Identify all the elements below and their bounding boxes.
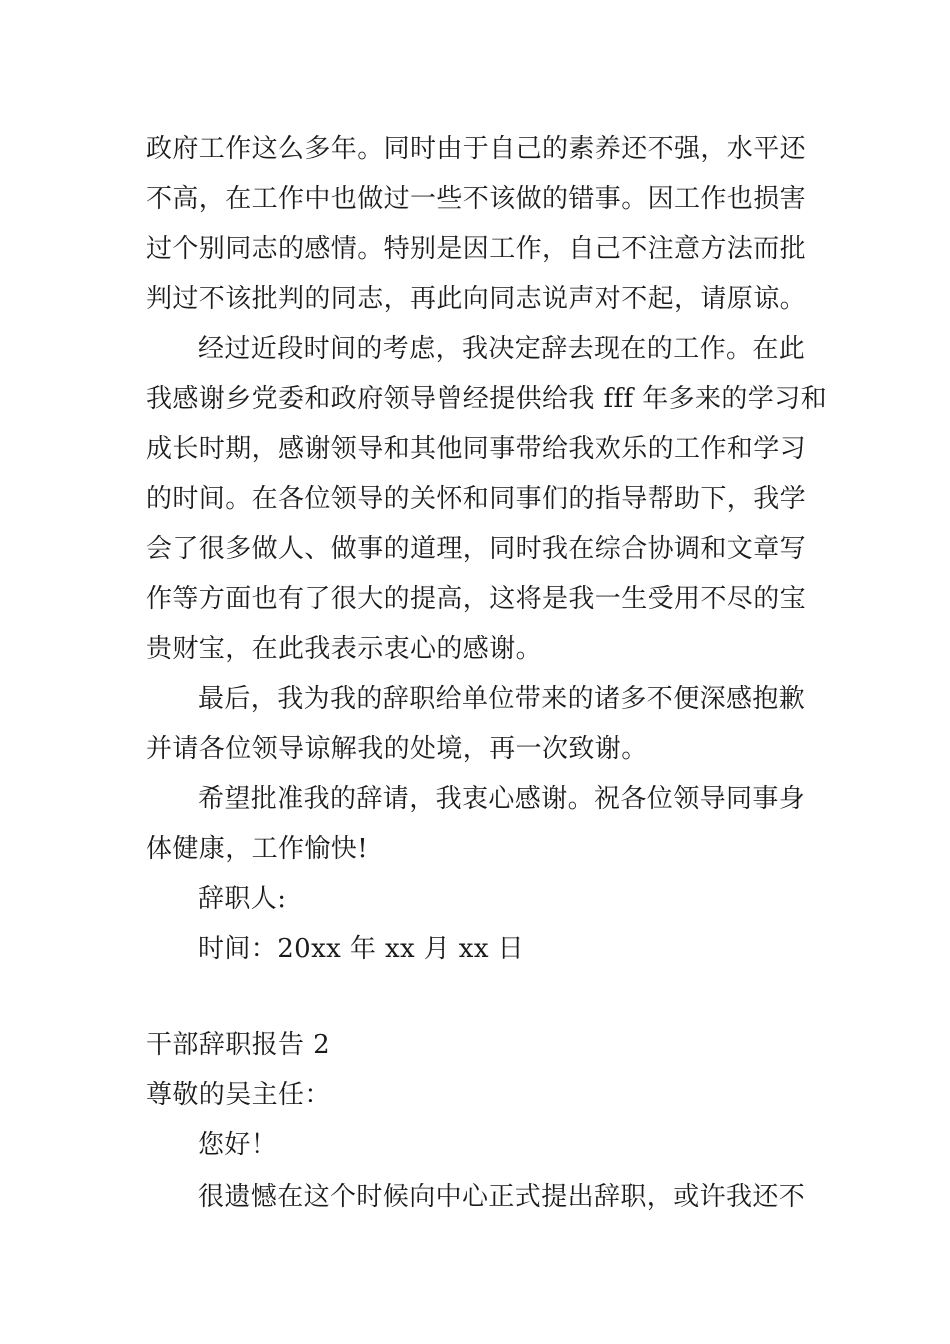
paragraph-line: 的时间。在各位领导的关怀和同事们的指导帮助下，我学 xyxy=(146,484,807,514)
paragraph-line: 我感谢乡党委和政府领导曾经提供给我 fff 年多来的学习和 xyxy=(146,384,827,414)
paragraph-line: 体健康，工作愉快! xyxy=(146,834,369,864)
date-line: 时间：20xx 年 xx 月 xx 日 xyxy=(198,934,524,964)
paragraph-line: 过个别同志的感情。特别是因工作，自己不注意方法而批 xyxy=(146,234,807,264)
paragraph-line: 判过不该批判的同志，再此向同志说声对不起，请原谅。 xyxy=(146,284,807,314)
paragraph-line: 政府工作这么多年。同时由于自己的素养还不强，水平还 xyxy=(146,134,807,164)
paragraph-line: 贵财宝，在此我表示衷心的感谢。 xyxy=(146,634,543,664)
paragraph-first-line: 很遗憾在这个时候向中心正式提出辞职，或许我还不 xyxy=(198,1182,806,1212)
section-title: 干部辞职报告 2 xyxy=(146,1030,331,1060)
paragraph-first-line: 希望批准我的辞请，我衷心感谢。祝各位领导同事身 xyxy=(198,784,806,814)
paragraph-first-line: 最后，我为我的辞职给单位带来的诸多不便深感抱歉 xyxy=(198,684,806,714)
salutation: 尊敬的吴主任： xyxy=(146,1080,331,1110)
greeting: 您好！ xyxy=(198,1130,278,1160)
paragraph-line: 不高，在工作中也做过一些不该做的错事。因工作也损害 xyxy=(146,184,807,214)
paragraph-line: 会了很多做人、做事的道理，同时我在综合协调和文章写 xyxy=(146,534,807,564)
paragraph-line: 成长时期，感谢领导和其他同事带给我欢乐的工作和学习 xyxy=(146,434,807,464)
paragraph-first-line: 经过近段时间的考虑，我决定辞去现在的工作。在此 xyxy=(198,334,806,364)
paragraph-line: 作等方面也有了很大的提高，这将是我一生受用不尽的宝 xyxy=(146,584,807,614)
signature-label: 辞职人: xyxy=(198,884,287,914)
paragraph-line: 并请各位领导谅解我的处境，再一次致谢。 xyxy=(146,734,648,764)
